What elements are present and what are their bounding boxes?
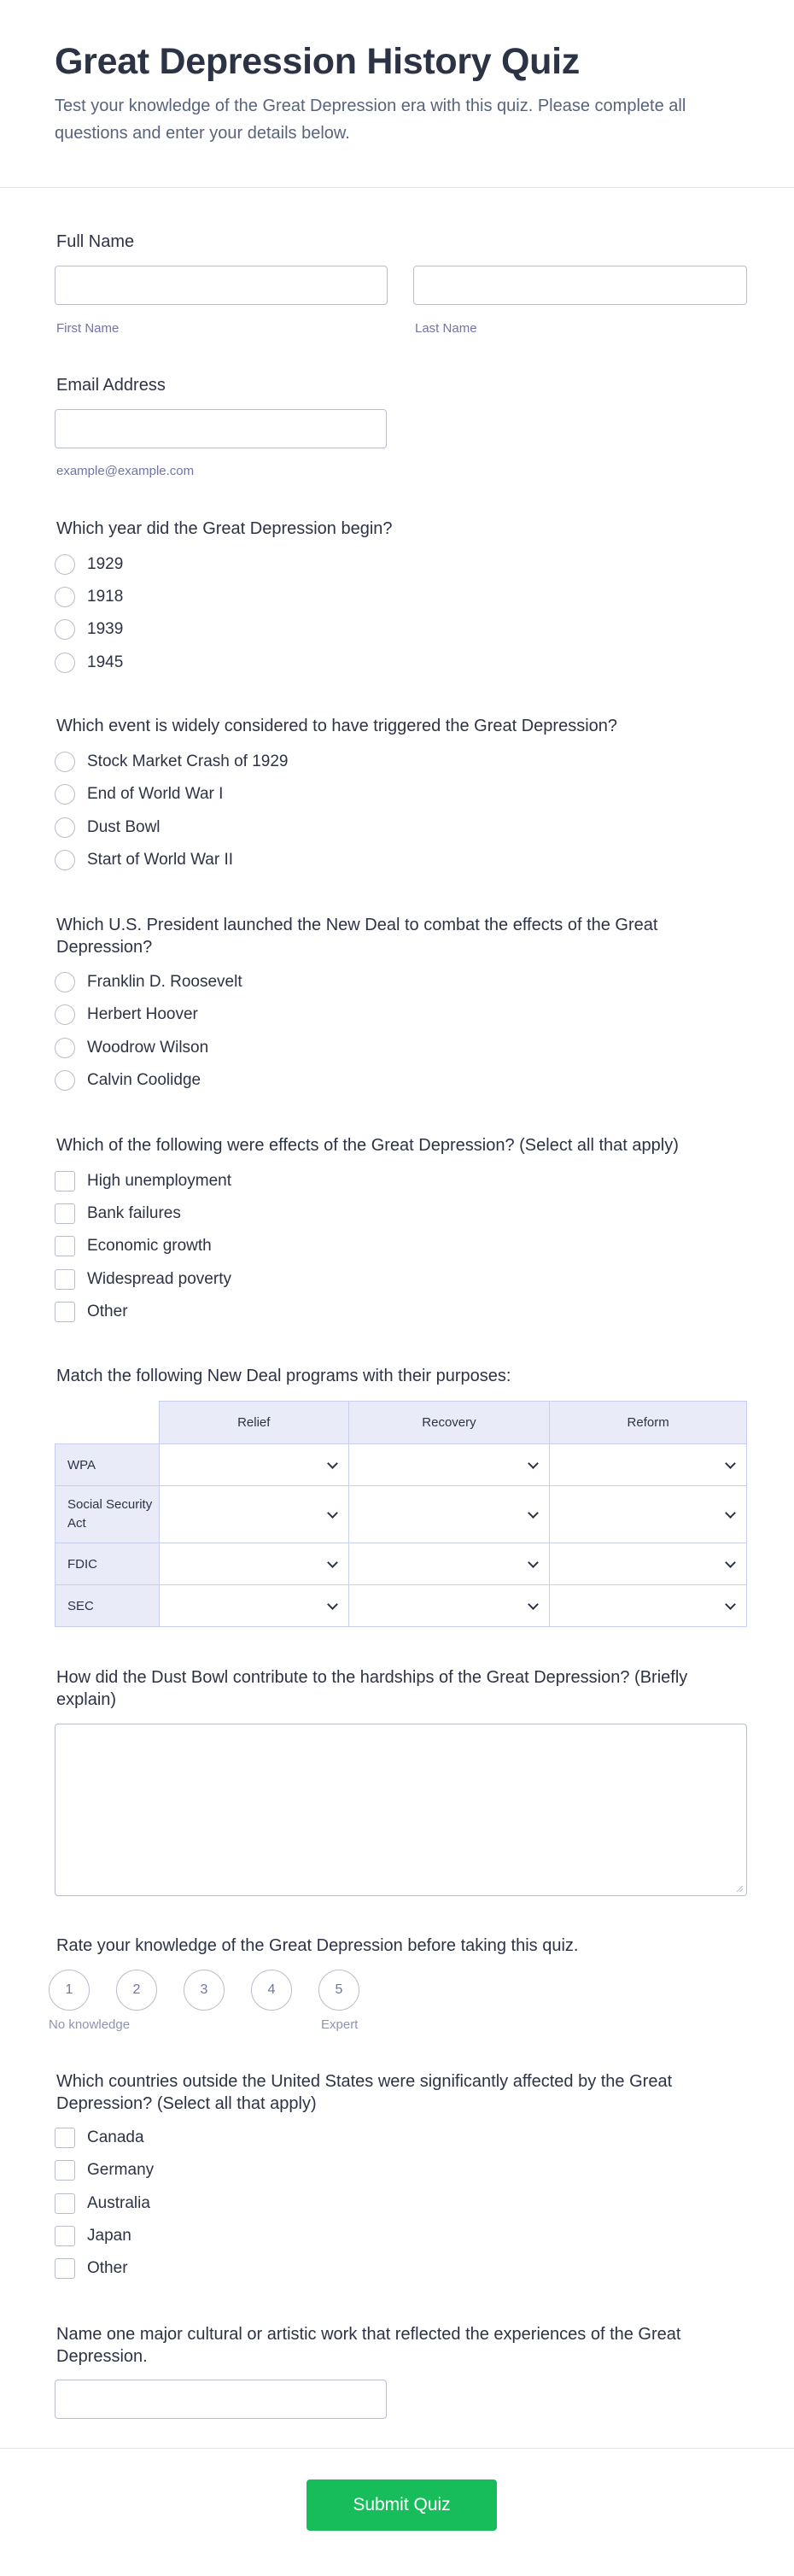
q3-option[interactable]: Calvin Coolidge — [55, 1068, 201, 1092]
last-name-sublabel: Last Name — [415, 321, 477, 336]
footer-divider — [0, 2448, 794, 2449]
q1-label: Which year did the Great Depression begin? — [56, 519, 393, 538]
matrix-dropdown[interactable] — [550, 1585, 747, 1627]
rating-option-3[interactable]: 3 — [184, 1970, 225, 2011]
matrix-row-label: Social Security Act — [55, 1486, 160, 1543]
q2-option[interactable]: Dust Bowl — [55, 816, 161, 840]
radio-button[interactable] — [55, 619, 75, 640]
rating-option-1[interactable]: 1 — [49, 1970, 90, 2011]
checkbox[interactable] — [55, 1171, 75, 1191]
q4-option[interactable]: High unemployment — [55, 1169, 231, 1193]
first-name-sublabel: First Name — [56, 321, 120, 336]
checkbox[interactable] — [55, 1236, 75, 1256]
chevron-down-icon — [725, 1508, 736, 1519]
matrix-column-header: Recovery — [348, 1402, 550, 1444]
q4-option[interactable]: Bank failures — [55, 1202, 181, 1226]
radio-button[interactable] — [55, 972, 75, 992]
matrix-dropdown[interactable] — [159, 1543, 348, 1585]
matrix-dropdown[interactable] — [348, 1486, 550, 1543]
matrix-dropdown[interactable] — [159, 1585, 348, 1627]
checkbox[interactable] — [55, 2226, 75, 2246]
radio-button[interactable] — [55, 850, 75, 870]
radio-button[interactable] — [55, 1004, 75, 1025]
matrix-dropdown[interactable] — [348, 1444, 550, 1486]
q3-option[interactable]: Franklin D. Roosevelt — [55, 970, 242, 994]
chevron-down-icon — [725, 1557, 736, 1568]
last-name-input[interactable] — [413, 266, 747, 305]
matrix-dropdown[interactable] — [159, 1486, 348, 1543]
q1-option[interactable]: 1929 — [55, 553, 123, 577]
q3-option[interactable]: Woodrow Wilson — [55, 1036, 208, 1060]
radio-button[interactable] — [55, 1070, 75, 1091]
matrix-column-header: Relief — [159, 1402, 348, 1444]
q8-option[interactable]: Other — [55, 2257, 128, 2280]
q4-option[interactable]: Other — [55, 1300, 128, 1324]
email-label: Email Address — [56, 376, 166, 395]
form-header — [0, 0, 794, 188]
checkbox[interactable] — [55, 2193, 75, 2214]
form-description: Test your knowledge of the Great Depression era with this quiz. Please complete all questions and enter your details below. — [55, 97, 686, 143]
cultural-work-input[interactable] — [55, 2380, 387, 2419]
q8-option[interactable]: Japan — [55, 2224, 131, 2248]
q8-option[interactable]: Australia — [55, 2192, 150, 2216]
matrix-dropdown[interactable] — [159, 1444, 348, 1486]
matrix-dropdown[interactable] — [550, 1543, 747, 1585]
rating-min-caption: No knowledge — [49, 2017, 131, 2032]
matrix-dropdown[interactable] — [348, 1585, 550, 1627]
chevron-down-icon — [327, 1557, 338, 1568]
rating-option-5[interactable]: 5 — [318, 1970, 359, 2011]
chevron-down-icon — [725, 1458, 736, 1469]
submit-button[interactable]: Submit Quiz — [307, 2479, 497, 2531]
matrix-row-label: FDIC — [55, 1543, 160, 1585]
email-sublabel: example@example.com — [56, 464, 195, 478]
rating-option-4[interactable]: 4 — [251, 1970, 292, 2011]
first-name-input[interactable] — [55, 266, 388, 305]
matrix-dropdown[interactable] — [550, 1486, 747, 1543]
q3-label: Which U.S. President launched the New Deal to combat the effects of the Great Depression? — [56, 916, 658, 957]
radio-button[interactable] — [55, 653, 75, 673]
checkbox[interactable] — [55, 2258, 75, 2279]
rating-option-2[interactable]: 2 — [116, 1970, 157, 2011]
q8-label: Which countries outside the United States were significantly affected by the Great Depression? (Select all that apply) — [56, 2072, 673, 2113]
q1-option[interactable]: 1939 — [55, 618, 123, 641]
matrix-dropdown[interactable] — [348, 1543, 550, 1585]
chevron-down-icon — [528, 1599, 539, 1610]
q8-option[interactable]: Canada — [55, 2126, 144, 2150]
radio-button[interactable] — [55, 817, 75, 838]
radio-button[interactable] — [55, 784, 75, 805]
matrix-row-label: SEC — [55, 1585, 160, 1627]
radio-button[interactable] — [55, 1038, 75, 1058]
q1-option[interactable]: 1918 — [55, 585, 123, 609]
chevron-down-icon — [327, 1458, 338, 1469]
chevron-down-icon — [528, 1557, 539, 1568]
checkbox[interactable] — [55, 2128, 75, 2148]
matrix-column-header: Reform — [550, 1402, 747, 1444]
radio-button[interactable] — [55, 752, 75, 772]
resize-handle-icon[interactable] — [736, 1885, 743, 1892]
full-name-label: Full Name — [56, 232, 135, 251]
dust-bowl-answer-textarea[interactable] — [55, 1724, 747, 1896]
radio-button[interactable] — [55, 587, 75, 607]
program-matrix — [55, 1401, 747, 1627]
checkbox[interactable] — [55, 1203, 75, 1224]
matrix-dropdown[interactable] — [550, 1444, 747, 1486]
q7-label: Rate your knowledge of the Great Depression before taking this quiz. — [56, 1936, 579, 1955]
q2-option[interactable]: Stock Market Crash of 1929 — [55, 750, 289, 774]
q4-option[interactable]: Economic growth — [55, 1234, 212, 1258]
chevron-down-icon — [327, 1599, 338, 1610]
chevron-down-icon — [528, 1458, 539, 1469]
rating-max-caption: Expert — [321, 2017, 359, 2032]
chevron-down-icon — [528, 1508, 539, 1519]
q8-option[interactable]: Germany — [55, 2158, 154, 2182]
radio-button[interactable] — [55, 554, 75, 575]
checkbox[interactable] — [55, 1302, 75, 1322]
checkbox[interactable] — [55, 2160, 75, 2181]
form-title: Great Depression History Quiz — [55, 41, 580, 82]
chevron-down-icon — [327, 1508, 338, 1519]
q2-option[interactable]: End of World War I — [55, 782, 223, 806]
q2-label: Which event is widely considered to have triggered the Great Depression? — [56, 717, 618, 735]
q3-option[interactable]: Herbert Hoover — [55, 1003, 198, 1027]
q9-label: Name one major cultural or artistic work that reflected the experiences of the Great Depression. — [56, 2325, 681, 2366]
q4-option[interactable]: Widespread poverty — [55, 1268, 231, 1291]
chevron-down-icon — [725, 1599, 736, 1610]
matrix-row-label: WPA — [55, 1444, 160, 1486]
q2-option[interactable]: Start of World War II — [55, 848, 233, 872]
email-input[interactable] — [55, 409, 387, 448]
matrix-corner — [55, 1402, 160, 1444]
q4-label: Which of the following were effects of the Great Depression? (Select all that apply) — [56, 1136, 679, 1155]
q6-label: How did the Dust Bowl contribute to the hardships of the Great Depression? (Briefly explain) — [56, 1668, 688, 1709]
q1-option[interactable]: 1945 — [55, 651, 123, 675]
q5-label: Match the following New Deal programs with their purposes: — [56, 1367, 511, 1385]
checkbox[interactable] — [55, 1269, 75, 1290]
